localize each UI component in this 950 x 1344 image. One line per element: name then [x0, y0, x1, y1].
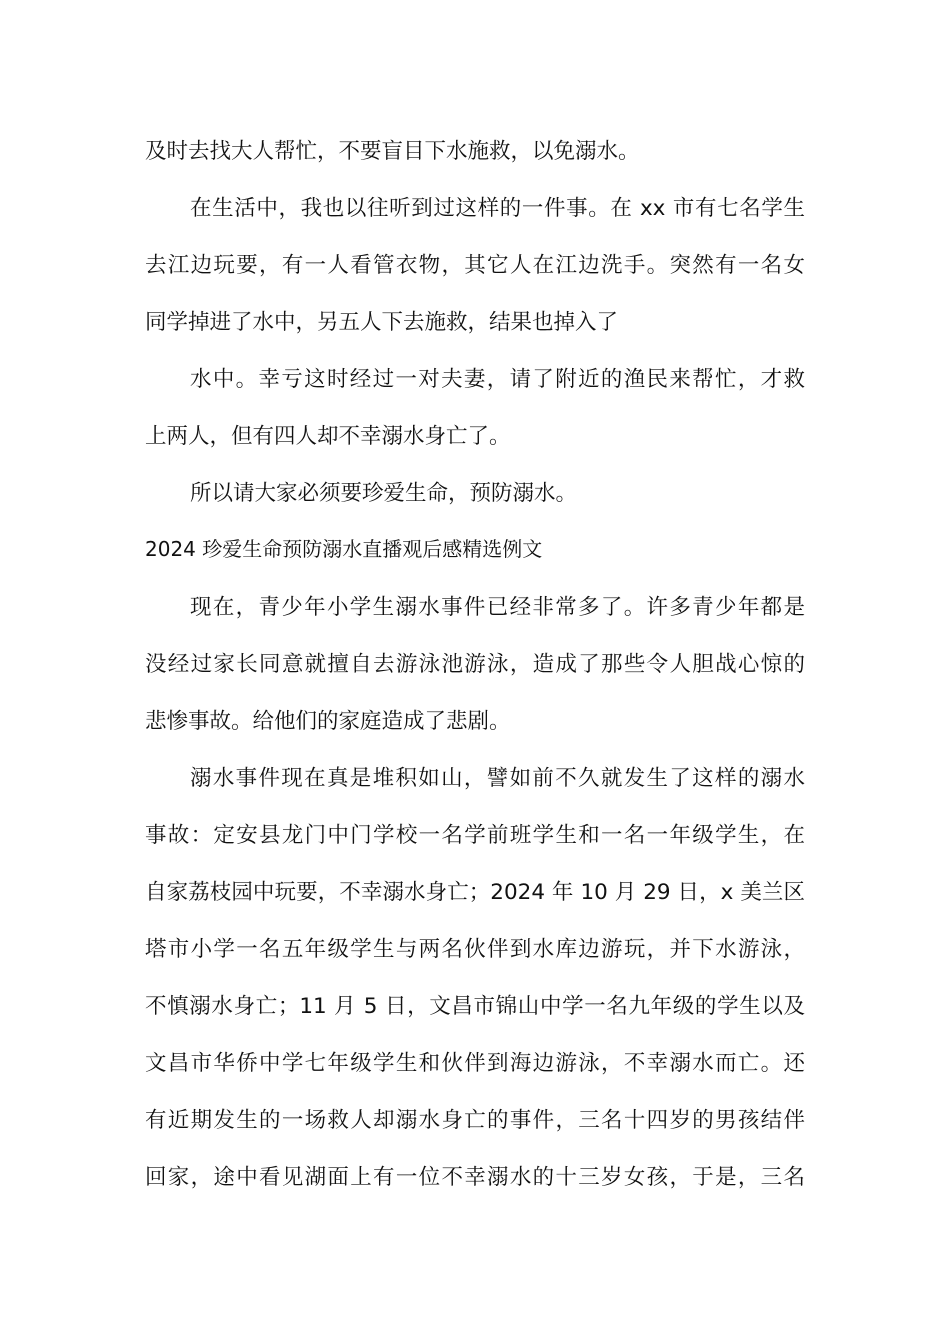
text-line: 悲惨事故。给他们的家庭造成了悲剧。: [145, 709, 511, 734]
text-line: 同学掉进了水中，另五人下去施救，结果也掉入了: [145, 310, 619, 335]
text-line: 自家荔枝园中玩要，不幸溺水身亡；2024 年 10 月 29 日，x 美兰区: [145, 880, 805, 905]
text-line: 事故：定安县龙门中门学校一名学前班学生和一名一年级学生，在: [145, 823, 805, 848]
text-line: 没经过家长同意就擅自去游泳池游泳，造成了那些令人胆战心惊的: [145, 652, 805, 677]
text-line: 去江边玩要，有一人看管衣物，其它人在江边洗手。突然有一名女: [145, 253, 805, 278]
text-line: 及时去找大人帮忙，不要盲目下水施救，以免溺水。: [145, 139, 640, 164]
text-line: 塔市小学一名五年级学生与两名伙伴到水库边游玩，并下水游泳，: [145, 937, 805, 962]
text-line: 在生活中，我也以往听到过这样的一件事。在 xx 市有七名学生: [190, 196, 805, 221]
text-line: 溺水事件现在真是堆积如山，譬如前不久就发生了这样的溺水: [190, 766, 805, 791]
text-line: 有近期发生的一场救人却溺水身亡的事件，三名十四岁的男孩结伴: [145, 1108, 805, 1133]
text-line: 现在，青少年小学生溺水事件已经非常多了。许多青少年都是: [190, 595, 805, 620]
text-line: 水中。幸亏这时经过一对夫妻，请了附近的渔民来帮忙，才救: [190, 367, 805, 392]
text-line: 上两人，但有四人却不幸溺水身亡了。: [145, 424, 511, 449]
text-line: 不慎溺水身亡；11 月 5 日，文昌市锦山中学一名九年级的学生以及: [145, 994, 805, 1019]
text-line: 文昌市华侨中学七年级学生和伙伴到海边游泳，不幸溺水而亡。还: [145, 1051, 805, 1076]
text-line: 回家，途中看见湖面上有一位不幸溺水的十三岁女孩，于是，三名: [145, 1165, 805, 1190]
section-heading: 2024 珍爱生命预防溺水直播观后感精选例文: [145, 537, 543, 561]
text-line: 所以请大家必须要珍爱生命，预防溺水。: [190, 481, 578, 506]
